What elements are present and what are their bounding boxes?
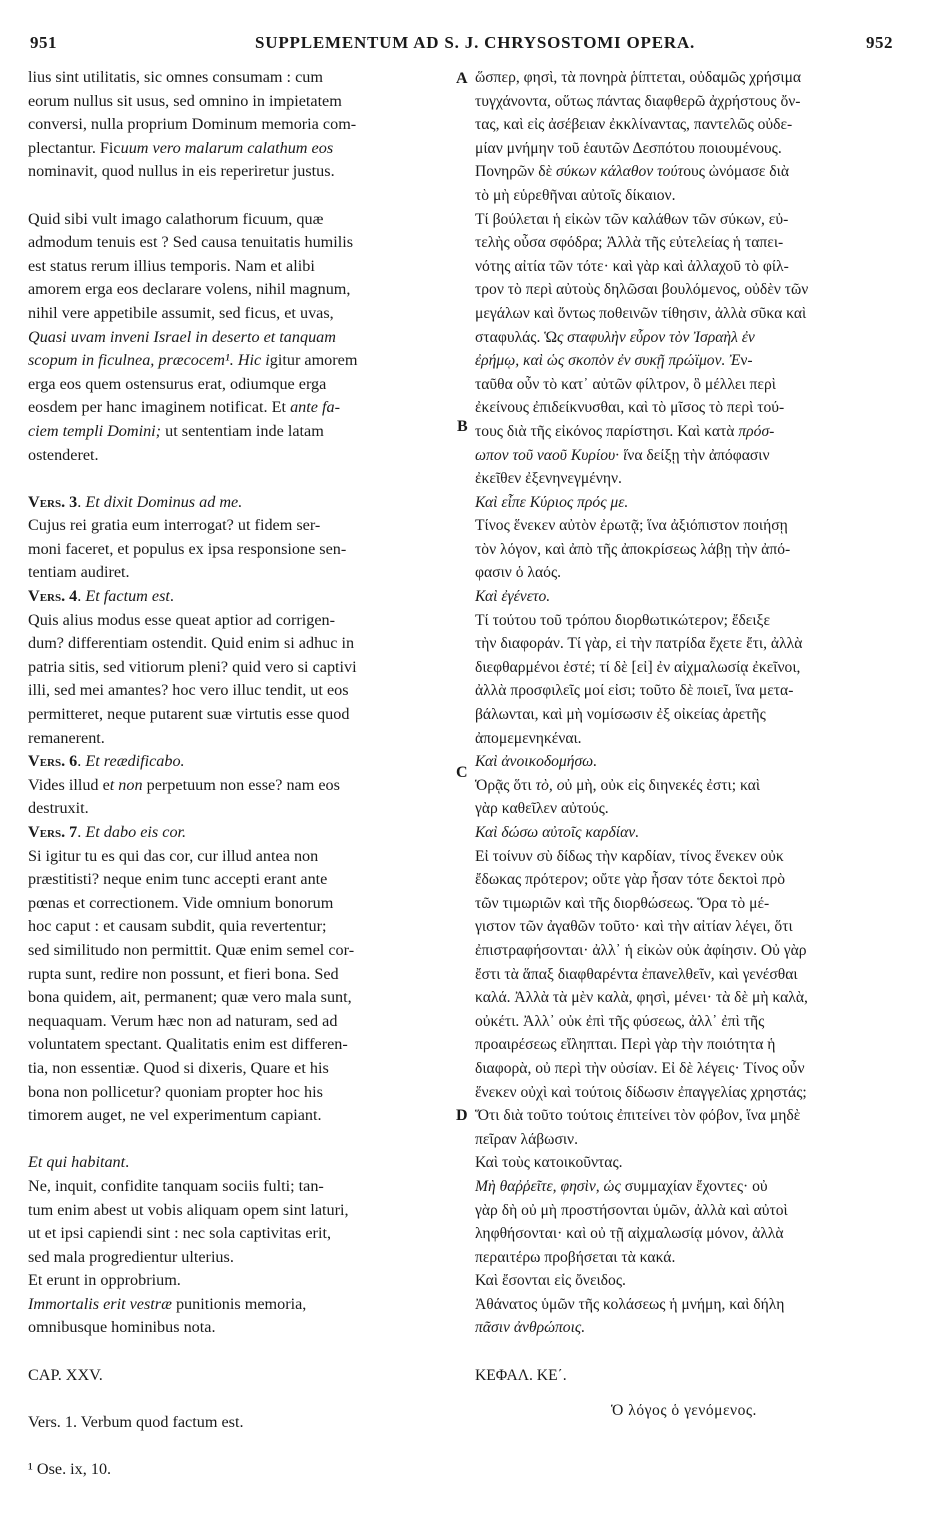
greek-line: τους διὰ τῆς εἰκόνος παρίστησι. Καὶ κατὰ πρόσ- (475, 422, 775, 440)
greek-line: Τίνος ἕνεκεν αὐτὸν ἐρωτᾷ; ἵνα ἀξιόπιστον ποιήσῃ (475, 517, 788, 535)
latin-line: nequaquam. Verum hæc non ad naturam, sed ad (28, 1011, 338, 1030)
greek-line: τας, καὶ εἰς ἀσέβειαν ἐκκλίναντας, παντελῶς οὐδε- (475, 116, 793, 134)
latin-line: Si igitur tu es qui das cor, cur illud antea non (28, 846, 319, 865)
margin-letter-c: C (456, 764, 468, 781)
latin-line: ciem templi Domini; ut sententiam inde latam (28, 421, 324, 440)
page-number-left: 951 (30, 33, 57, 52)
latin-line: moni faceret, et populus ex ipsa responsione sen- (28, 539, 347, 558)
greek-line: ἐκείνους ἐπιδείκνυσθαι, καὶ τὸ μῖσος τὸ περὶ τού- (475, 399, 785, 417)
greek-line: Τί τούτου τοῦ τρόπου διορθωτικώτερον; ἔδειξε (475, 611, 771, 629)
greek-line: διεφθαρμένοι ἐστέ; τί δὲ [εἰ] ἐν αἰχμαλωσίᾳ ἐκεῖνοι, (475, 658, 801, 676)
latin-line: admodum tenuis est ? Sed causa tenuitatis humilis (28, 233, 354, 252)
greek-line: Καὶ ἔσονται εἰς ὄνειδος. (475, 1272, 626, 1290)
greek-line: γιστον τῶν ἀγαθῶν τοῦτο· καὶ τὴν αἰτίαν λέγει, ὅτι (475, 918, 793, 936)
greek-line: Καὶ ἀνοικοδομήσω. (475, 753, 598, 771)
latin-line: timorem auget, ne vel experimentum capiant. (28, 1106, 322, 1125)
greek-line: Πονηρῶν δὲ σύκων κάλαθον τούτους ὠνόμασε διὰ (475, 163, 790, 181)
latin-line: Vers. 7. Et dabo eis cor. (28, 823, 187, 841)
latin-line: tum enim abest ut vobis aliquam opem sint laturi, (28, 1200, 349, 1219)
greek-line: ἐκεῖθεν ἐξενηνεγμένην. (475, 470, 622, 488)
latin-line: ut et ipsi capiendi sint : nec sola captivitas erit, (28, 1224, 331, 1243)
latin-line: Quasi uvam inveni Israel in deserto et tanquam (28, 327, 336, 346)
greek-line: περαιτέρω προβήσεται τὰ κακά. (475, 1248, 676, 1266)
line-spacer (475, 1387, 893, 1399)
greek-line: ἔστι τὰ ἅπαξ διαφθαρέντα ἐπανελθεῖν, καὶ γενέσθαι (475, 965, 798, 983)
latin-line: amorem erga eos declarare volens, nihil magnum, (28, 280, 351, 299)
greek-line: σταφυλάς. Ὡς σταφυλὴν εὗρον τὸν Ἰσραὴλ ἐν (475, 328, 755, 346)
greek-line: πᾶσιν ἀνθρώποις. (475, 1319, 586, 1337)
latin-line: Immortalis erit vestræ punitionis memoria, (28, 1294, 307, 1313)
greek-line: τελὴς οὖσα σφόδρα; Ἀλλὰ τῆς εὐτελείας ἡ ταπει- (475, 234, 784, 252)
greek-line: ἀπομεμενηκέναι. (475, 729, 582, 747)
latin-line: Quis alius modus esse queat aptior ad corrigen- (28, 610, 336, 629)
greek-line: ωπον τοῦ ναοῦ Κυρίου· ἵνα δείξῃ τὴν ἀπόφασιν (475, 446, 770, 464)
latin-line: patria sitis, sed vitiorum pleni? quid vero si captivi (28, 657, 357, 676)
latin-line: remanerent. (28, 728, 105, 747)
latin-line: Et erunt in opprobrium. (28, 1271, 181, 1290)
latin-line: illi, sed mei amantes? hoc vero illuc tendit, ut eos (28, 681, 349, 700)
greek-line: ἕνεκεν οὐχὶ καὶ τούτοις δίδωσιν ἐπαγγελίας χρηστάς; (475, 1083, 807, 1101)
chapter-heading: Ὁ λόγος ὁ γενόμενος. (611, 1402, 757, 1420)
running-title: SUPPLEMENTUM AD S. J. CHRYSOSTOMI OPERA. (255, 33, 696, 52)
greek-line: τῶν τιμωριῶν καὶ τῆς διορθώσεως. Ὅρα τὸ μέ- (475, 894, 770, 912)
greek-line: Μὴ θαῤῥεῖτε, φησὶν, ὡς συμμαχίαν ἔχοντες· οὐ (475, 1177, 768, 1195)
greek-line: γὰρ καθεῖλεν αὐτούς. (475, 800, 609, 818)
latin-line: sed similitudo non permittit. Quæ enim semel cor- (28, 940, 355, 959)
latin-line: plectantur. Ficuum vero malarum calathum eos (28, 138, 334, 157)
greek-line: Καὶ τοὺς κατοικοῦντας. (475, 1154, 623, 1172)
page-number-right: 952 (866, 33, 893, 52)
greek-line: διαφορὰ, οὐ περὶ τὴν οὐσίαν. Εἰ δὲ λέγεις· Τίνος οὖν (475, 1059, 805, 1077)
latin-line: nominavit, quod nullus in eis reperiretur justus. (28, 162, 335, 181)
greek-line: ὥσπερ, φησὶ, τὰ πονηρὰ ῥίπτεται, οὐδαμῶς χρήσιμα (475, 69, 802, 86)
greek-line: Τί βούλεται ἡ εἰκὼν τῶν καλάθων τῶν σύκων, εὐ- (475, 210, 789, 228)
latin-line: permitteret, neque putarent suæ virtutis esse quod (28, 705, 350, 724)
latin-line: Et qui habitant. (28, 1153, 130, 1172)
latin-line: voluntatem spectant. Qualitatis enim est differen- (28, 1035, 348, 1054)
line-spacer (28, 467, 447, 491)
latin-line: ¹ Ose. ix, 10. (28, 1460, 112, 1479)
latin-column (28, 66, 447, 1482)
latin-line: Quid sibi vult imago calathorum ficuum, quæ (28, 209, 324, 228)
greek-line: καλά. Ἀλλὰ τὰ μὲν καλὰ, φησὶ, μένει· τὰ δὲ μὴ καλὰ, (475, 989, 808, 1007)
greek-line: μεγάλων καὶ ὄντως ποθεινῶν τίθησιν, ἀλλὰ σῦκα καὶ (475, 304, 807, 322)
line-spacer (28, 184, 447, 208)
latin-line: Vers. 3. Et dixit Dominus ad me. (28, 492, 243, 511)
greek-line: ἔδωκας πρότερον; οὔτε γὰρ ἦσαν τότε δεκτοὶ πρὸ (475, 871, 786, 889)
latin-line: Ne, inquit, confidite tanquam sociis fulti; tan- (28, 1176, 324, 1195)
greek-line: οὐκέτι. Ἀλλ᾽ οὐκ ἐπὶ τῆς φύσεως, ἀλλ᾽ ἐπὶ τῆς (475, 1012, 765, 1030)
latin-line: destruxit. (28, 799, 89, 818)
greek-line: ἐρήμῳ, καὶ ὡς σκοπὸν ἐν συκῇ πρώϊμον. Ἐν- (475, 352, 753, 370)
greek-line: ληφθήσονται· καὶ οὐ τῇ αἰχμαλωσίᾳ μόνον, ἀλλὰ (475, 1225, 784, 1243)
latin-line: pœnas et correctionem. Vide omnium bonorum (28, 893, 334, 912)
greek-line: Ὅτι διὰ τοῦτο τούτοις ἐπιτείνει τὸν φόβον, ἵνα μηδὲ (475, 1107, 801, 1125)
latin-line: Vers. 6. Et reædificabo. (28, 752, 185, 771)
latin-line: sed mala progredientur ulterius. (28, 1247, 234, 1266)
greek-line: φασιν ὁ λαός. (475, 564, 562, 582)
greek-line: ἀλλὰ προσφιλεῖς μοί εἰσι; τοῦτο δὲ ποιεῖ, ἵνα μετα- (475, 682, 794, 700)
latin-line: erga eos quem ostensurus erat, odiumque erga (28, 374, 327, 393)
latin-line: eosdem per hanc imaginem notificat. Et ante fa- (28, 398, 340, 417)
line-spacer (28, 1387, 447, 1411)
latin-line: dum? differentiam ostendit. Quid enim si adhuc in (28, 634, 355, 653)
greek-line: πεῖραν λάβωσιν. (475, 1130, 578, 1148)
latin-line: bona non pollicetur? quoniam propter hoc his (28, 1082, 323, 1101)
latin-line: eorum nullus sit usus, sed omnino in impietatem (28, 91, 342, 110)
line-spacer (28, 1340, 447, 1364)
margin-letter-d: D (456, 1107, 468, 1124)
latin-line: Cujus rei gratia eum interrogat? ut fidem ser- (28, 516, 321, 535)
greek-line: ταῦθα οὖν τὸ κατ᾽ αὐτῶν φίλτρον, ὃ μέλλει περὶ (475, 375, 776, 393)
greek-line: τὸν λόγον, καὶ ἀπὸ τῆς ἀποκρίσεως λάβῃ τὴν ἀπό- (475, 540, 791, 558)
latin-line: CAP. XXV. (28, 1365, 103, 1384)
latin-line: ostenderet. (28, 445, 99, 464)
greek-column (475, 66, 893, 1423)
latin-line: conversi, nulla proprium Dominum memoria com- (28, 115, 357, 134)
greek-line: ἐπιστραφήσονται· ἀλλ᾽ ἡ εἰκὼν οὐκ ἀφίησιν. Οὐ γὰρ (475, 941, 807, 959)
latin-line: tia, non essentiæ. Quod si dixeris, Quare et his (28, 1058, 329, 1077)
greek-line: τὴν διαφοράν. Τί γὰρ, εἰ τὴν πατρίδα ἔχετε ἔτι, ἀλλὰ (475, 635, 803, 653)
latin-line: rupta sunt, redire non possunt, et fieri bona. Sed (28, 964, 339, 983)
latin-line: nihil vere appetibile assumit, sed ficus, et uvas, (28, 303, 334, 322)
greek-line: μίαν μνήμην τοῦ ἑαυτῶν Δεσπότου ποιουμένους. (475, 139, 782, 157)
latin-line: bona quidem, ait, permanent; quæ vero mala sunt, (28, 988, 352, 1007)
greek-line: τρον τὸ περὶ αὐτοὺς δηλῶσαι βουλόμενος, οὐδὲν τῶν (475, 281, 809, 299)
latin-line: præstitisti? neque enim tunc accepti erant ante (28, 870, 328, 889)
latin-line: omnibusque hominibus nota. (28, 1318, 216, 1337)
greek-line: προαιρέσεως εἴληπται. Περὶ γὰρ τὴν ποιότητα ἡ (475, 1036, 776, 1054)
greek-line: γὰρ δὴ οὐ μὴ προστήσονται ὑμῶν, ἀλλὰ καὶ αὐτοὶ (475, 1201, 788, 1219)
greek-line: Καὶ δώσω αὐτοῖς καρδίαν. (475, 824, 640, 841)
latin-line: tentiam audiret. (28, 563, 130, 582)
greek-line: τὸ μὴ εὑρεθῆναι αὐτοῖς δίκαιον. (475, 186, 676, 204)
greek-line: Καὶ ἐγένετο. (475, 588, 551, 606)
line-spacer (475, 1340, 893, 1364)
greek-line: Εἰ τοίνυν σὺ δίδως τὴν καρδίαν, τίνος ἕνεκεν οὐκ (475, 847, 784, 865)
greek-line: τυγχάνοντα, οὕτως πάντας διαφθερῶ ἀχρήστους ὄν- (475, 92, 801, 110)
greek-line: ΚΕΦΑΛ. ΚΕ΄. (475, 1366, 567, 1384)
latin-line: Vides illud et non perpetuum non esse? nam eos (28, 775, 340, 794)
latin-line: scopum in ficulnea, præcocem¹. Hic igitur amorem (28, 351, 358, 370)
margin-letter-a: A (456, 70, 468, 87)
greek-line: βάλωνται, καὶ μὴ νομίσωσιν ἐξ οἰκείας ἀρετῆς (475, 706, 766, 724)
margin-letter-b: B (457, 418, 468, 435)
latin-line: Vers. 4. Et factum est. (28, 587, 174, 606)
greek-line: νότης αἰτία τῶν τότε· καὶ γὰρ καὶ ἀλλαχοῦ τὸ φίλ- (475, 257, 789, 275)
greek-line: Ἀθάνατος ὑμῶν τῆς κολάσεως ἡ μνήμη, καὶ δήλη (475, 1295, 785, 1313)
latin-line: lius sint utilitatis, sic omnes consumam : cum (28, 68, 323, 86)
line-spacer (28, 1434, 447, 1458)
latin-line: est status rerum illius temporis. Nam et alibi (28, 256, 315, 275)
latin-line: Vers. 1. Verbum quod factum est. (28, 1412, 244, 1431)
line-spacer (28, 1128, 447, 1152)
latin-line: hoc caput : et causam subdit, quia revertentur; (28, 917, 327, 936)
greek-line: Ὁρᾷς ὅτι τὸ, οὐ μὴ, οὐκ εἰς διηνεκές ἐστι; καὶ (475, 776, 761, 794)
greek-line: Καὶ εἶπε Κύριος πρός με. (475, 493, 629, 511)
